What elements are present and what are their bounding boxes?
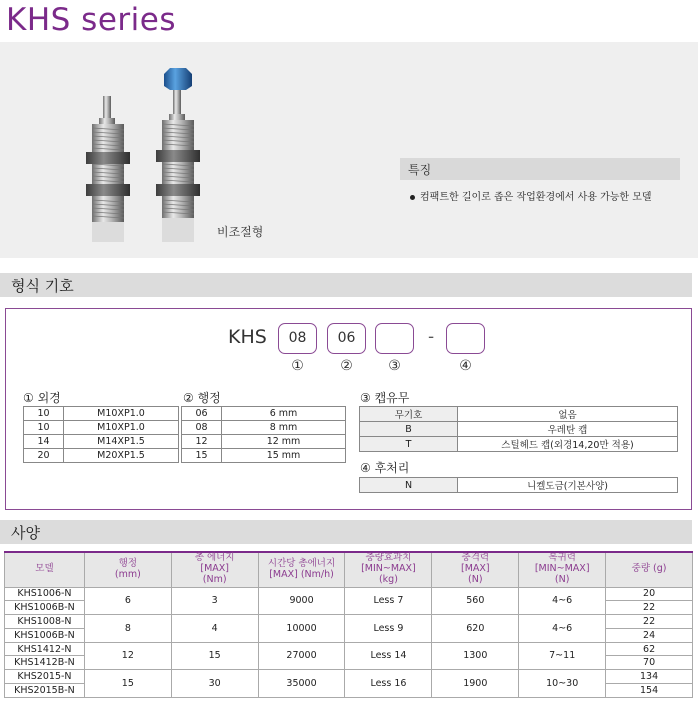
col-header: 행정 (mm) (84, 552, 171, 587)
table-row (360, 437, 678, 452)
col-header: 시간당 총에너지 [MAX] (Nm/h) (258, 552, 345, 587)
table-cell: 없음 (458, 407, 678, 422)
table-row (5, 587, 693, 601)
table-row (182, 421, 346, 435)
table-cell: 134 (606, 670, 693, 684)
code-box-3 (375, 323, 414, 354)
features-box (400, 158, 680, 203)
table-row (360, 422, 678, 437)
table-cell: 스틸헤드 캡(외경14,20만 적용) (458, 437, 678, 452)
table-cell: T (360, 437, 458, 452)
table-cell: 154 (606, 684, 693, 698)
spec-heading: 사양 (0, 520, 692, 544)
table-cell: KHS1006B-N (5, 601, 85, 615)
table-cell: 12 mm (222, 435, 346, 449)
col-header: 중량 (g) (606, 552, 693, 587)
table-cell: KHS1412B-N (5, 656, 85, 670)
table-cell: 9000 (258, 587, 345, 615)
table-cell: 15 (84, 670, 171, 698)
code-box-1: 08 (278, 323, 317, 354)
table-row (24, 407, 179, 421)
stroke-table (181, 406, 346, 463)
shock-absorber-image (80, 96, 140, 246)
table-cell: KHS2015-N (5, 670, 85, 684)
col-header: 충량효과치 [MIN~MAX] (kg) (345, 552, 432, 587)
code-num-2: ② (340, 358, 353, 374)
product-caption: 비조절형 (217, 225, 264, 239)
table-cell: 22 (606, 615, 693, 629)
product-hero (0, 42, 698, 258)
outer-diameter-title: ① 외경 (23, 391, 61, 405)
col-header: 모델 (5, 552, 85, 587)
code-num-3: ③ (388, 358, 401, 374)
table-row (24, 421, 179, 435)
table-cell: 7~11 (519, 642, 606, 670)
table-cell: 8 (84, 615, 171, 643)
table-row (182, 407, 346, 421)
table-cell: 20 (606, 587, 693, 601)
table-cell: 15 (171, 642, 258, 670)
table-cell: 08 (182, 421, 222, 435)
table-cell: 35000 (258, 670, 345, 698)
table-cell: 560 (432, 587, 519, 615)
table-cell: M14XP1.5 (64, 435, 179, 449)
model-code-heading: 형식 기호 (0, 273, 692, 297)
outer-diameter-table (23, 406, 179, 463)
table-cell: M10XP1.0 (64, 407, 179, 421)
table-cell: 10 (24, 421, 64, 435)
table-cell: 4~6 (519, 587, 606, 615)
table-row (5, 642, 693, 656)
finish-title: ④ 후처리 (360, 461, 410, 475)
table-cell: M10XP1.0 (64, 421, 179, 435)
table-cell: 우레탄 캡 (458, 422, 678, 437)
table-cell: M20XP1.5 (64, 449, 179, 463)
table-cell: 15 mm (222, 449, 346, 463)
table-cell: 12 (84, 642, 171, 670)
table-cell: 4 (171, 615, 258, 643)
table-row (24, 435, 179, 449)
table-cell: 니켈도금(기본사양) (458, 478, 678, 493)
table-row (360, 407, 678, 422)
model-code-line (6, 323, 691, 383)
table-cell: 4~6 (519, 615, 606, 643)
table-row (182, 435, 346, 449)
table-cell: 22 (606, 601, 693, 615)
table-cell: 무기호 (360, 407, 458, 422)
table-cell: Less 16 (345, 670, 432, 698)
stroke-title: ② 행정 (183, 391, 221, 405)
code-num-1: ① (291, 358, 304, 374)
model-code-panel (5, 308, 692, 510)
table-cell: 1300 (432, 642, 519, 670)
table-cell: 15 (182, 449, 222, 463)
table-cell: 10 (24, 407, 64, 421)
table-header-row (5, 552, 693, 587)
table-cell: 6 mm (222, 407, 346, 421)
spec-table (4, 551, 693, 698)
table-row (360, 478, 678, 493)
table-cell: 70 (606, 656, 693, 670)
table-cell: KHS1006B-N (5, 628, 85, 642)
table-cell: 3 (171, 587, 258, 615)
features-heading: 특징 (400, 158, 680, 180)
table-cell: KHS2015B-N (5, 684, 85, 698)
cap-table (359, 406, 678, 452)
table-cell: 06 (182, 407, 222, 421)
table-row (5, 615, 693, 629)
code-num-4: ④ (459, 358, 472, 374)
table-cell: 8 mm (222, 421, 346, 435)
table-cell: 27000 (258, 642, 345, 670)
col-header: 총 에너지 [MAX] (Nm) (171, 552, 258, 587)
bullet-icon (410, 195, 415, 200)
table-row (182, 449, 346, 463)
table-cell: KHS1008-N (5, 615, 85, 629)
table-cell: 30 (171, 670, 258, 698)
code-box-2: 06 (327, 323, 366, 354)
code-prefix: KHS (228, 326, 267, 348)
feature-text: 컴팩트한 길이로 좁은 작업환경에서 사용 가능한 모델 (420, 192, 652, 203)
shock-absorber-cap-image (150, 68, 210, 246)
table-cell: 6 (84, 587, 171, 615)
table-cell: Less 7 (345, 587, 432, 615)
code-box-4 (446, 323, 485, 354)
col-header: 복귀력 [MIN~MAX] (N) (519, 552, 606, 587)
table-cell: 12 (182, 435, 222, 449)
table-cell: 20 (24, 449, 64, 463)
page-title: KHS series (6, 2, 176, 38)
table-cell: B (360, 422, 458, 437)
finish-table (359, 477, 678, 493)
table-row (24, 449, 179, 463)
table-cell: 10~30 (519, 670, 606, 698)
code-dash: - (428, 327, 435, 347)
cap-title: ③ 캡유무 (360, 391, 410, 405)
table-cell: Less 9 (345, 615, 432, 643)
table-cell: 24 (606, 628, 693, 642)
feature-item (400, 188, 680, 203)
table-cell: 14 (24, 435, 64, 449)
table-row (5, 670, 693, 684)
table-cell: Less 14 (345, 642, 432, 670)
table-cell: 1900 (432, 670, 519, 698)
table-cell: 10000 (258, 615, 345, 643)
table-cell: KHS1412-N (5, 642, 85, 656)
table-cell: KHS1006-N (5, 587, 85, 601)
table-cell: 62 (606, 642, 693, 656)
table-cell: N (360, 478, 458, 493)
col-header: 충격력 [MAX] (N) (432, 552, 519, 587)
table-cell: 620 (432, 615, 519, 643)
